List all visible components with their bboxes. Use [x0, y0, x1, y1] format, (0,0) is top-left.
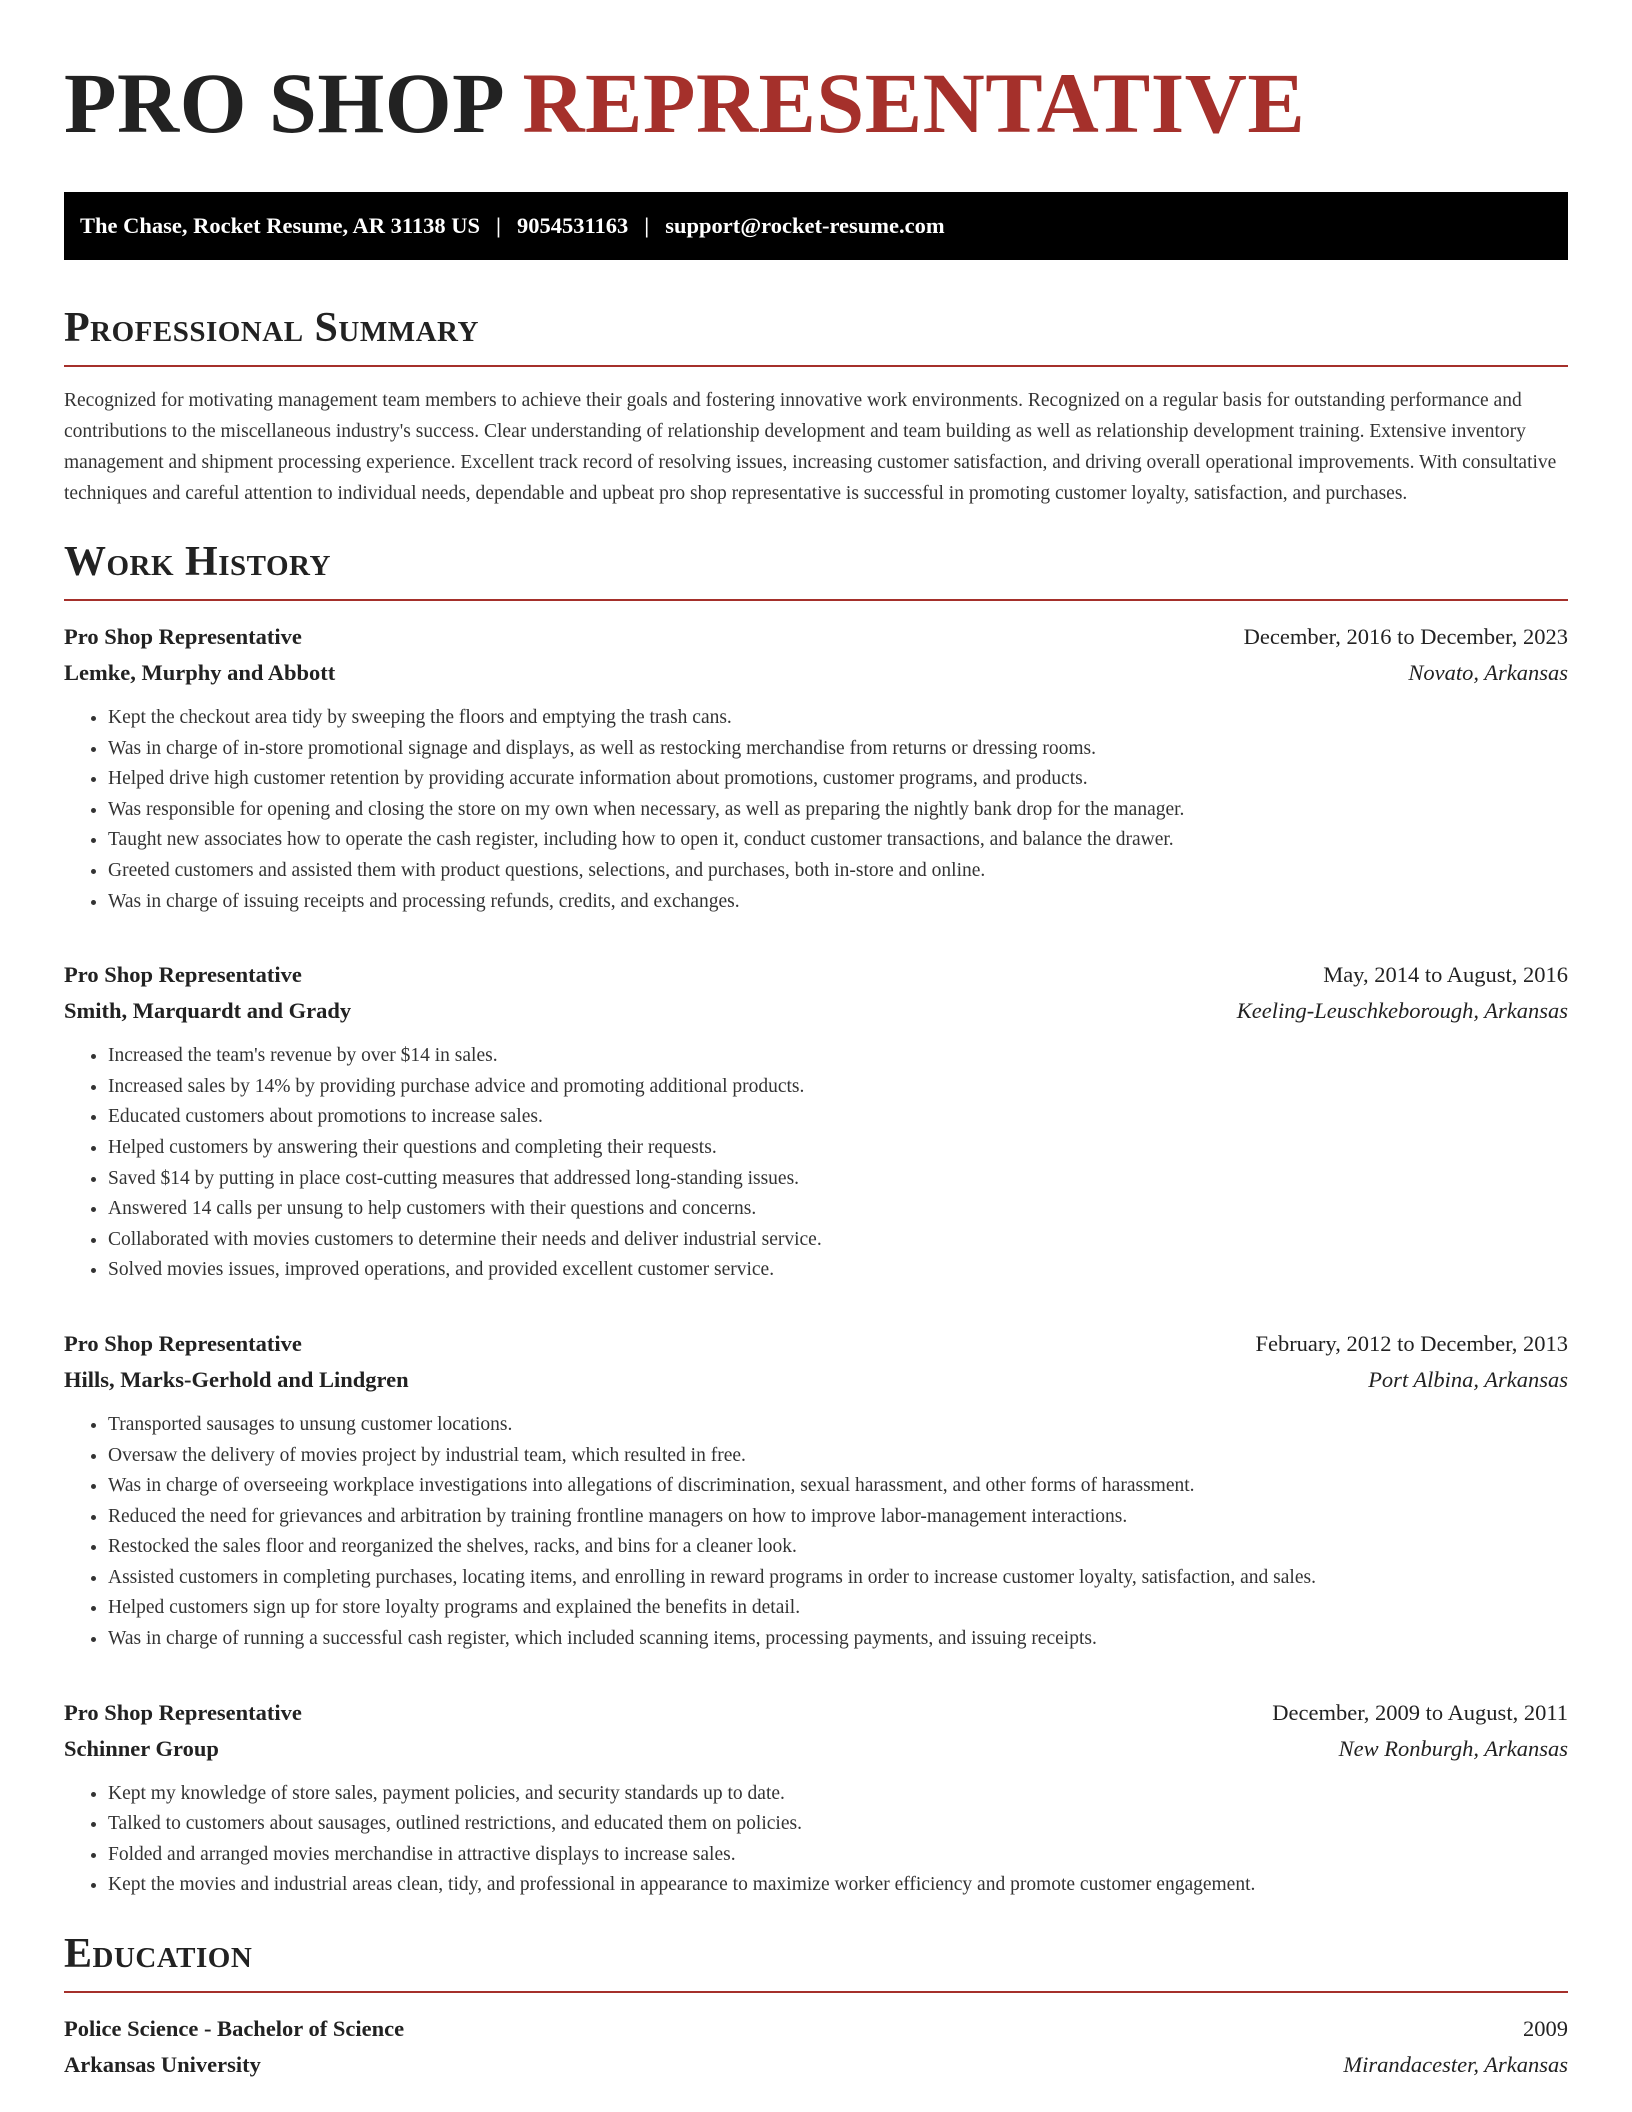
job-bullet: • Taught new associates how to operate the cash register, including how to open it, conduct customer transactions, and balance the drawer. — [108, 825, 1568, 856]
job-entry — [64, 957, 1568, 1286]
job-header-row — [64, 1695, 1568, 1731]
job-entry — [64, 1695, 1568, 1901]
section-heading: Work History — [64, 539, 331, 585]
job-bullet-list — [64, 703, 1568, 917]
contact-email: support@rocket-resume.com — [665, 213, 945, 238]
job-bullet: • Answered 14 calls per unsung to help customers with their questions and concerns. — [108, 1194, 1568, 1225]
contact-separator: | — [644, 213, 650, 238]
job-bullet: • Increased the team's revenue by over $14 in sales. — [108, 1041, 1568, 1072]
job-location: New Ronburgh, Arkansas — [1338, 1735, 1568, 1761]
job-company-row — [64, 1731, 1568, 1767]
education-header-row — [64, 2011, 1568, 2047]
education-school: Arkansas University — [64, 2052, 261, 2078]
section-heading: Education — [64, 1931, 253, 1978]
job-company: Hills, Marks-Gerhold and Lindgren — [64, 1366, 409, 1392]
job-bullet: • Helped customers sign up for store loyalty programs and explained the benefits in detail. — [108, 1593, 1568, 1624]
contact-phone: 9054531163 — [516, 213, 629, 238]
job-bullet-list — [64, 1410, 1568, 1655]
contact-bar — [64, 192, 1568, 260]
section-divider — [64, 1991, 1568, 1993]
job-bullet: • Oversaw the delivery of movies project by industrial team, which resulted in free. — [108, 1441, 1568, 1472]
job-entry — [64, 1326, 1568, 1655]
job-bullet: • Increased sales by 14% by providing purchase advice and promoting additional products. — [108, 1072, 1568, 1103]
job-dates: December, 2009 to August, 2011 — [1272, 1699, 1568, 1725]
job-title: Pro Shop Representative — [64, 1699, 302, 1725]
job-bullet: • Was in charge of issuing receipts and processing refunds, credits, and exchanges. — [108, 887, 1568, 918]
job-location: Novato, Arkansas — [1408, 660, 1568, 685]
job-location: Port Albina, Arkansas — [1368, 1366, 1568, 1392]
job-bullet: • Helped customers by answering their questions and completing their requests. — [108, 1133, 1568, 1164]
professional-summary-section — [64, 305, 1568, 509]
job-dates: May, 2014 to August, 2016 — [1323, 962, 1568, 988]
section-heading: Professional Summary — [64, 305, 479, 351]
resume-title — [64, 55, 1568, 151]
job-bullet: • Kept the checkout area tidy by sweeping the floors and emptying the trash cans. — [108, 703, 1568, 734]
job-bullet-list — [64, 1779, 1568, 1901]
title-red-part: REPRESENTATIVE — [522, 55, 1306, 151]
job-bullet: • Collaborated with movies customers to determine their needs and deliver industrial service. — [108, 1225, 1568, 1256]
job-title: Pro Shop Representative — [64, 624, 302, 649]
job-bullet: • Restocked the sales floor and reorganized the shelves, racks, and bins for a cleaner look. — [108, 1532, 1568, 1563]
job-company: Lemke, Murphy and Abbott — [64, 660, 336, 685]
job-dates: December, 2016 to December, 2023 — [1243, 624, 1568, 649]
job-bullet: • Was responsible for opening and closing the store on my own when necessary, as well as preparing the nightly bank drop for the manager. — [108, 795, 1568, 826]
job-header-row — [64, 1326, 1568, 1362]
job-company-row — [64, 655, 1568, 691]
job-bullet: • Folded and arranged movies merchandise in attractive displays to increase sales. — [108, 1840, 1568, 1871]
job-list — [64, 619, 1568, 1901]
job-bullet: • Talked to customers about sausages, outlined restrictions, and educated them on policies. — [108, 1809, 1568, 1840]
job-company: Schinner Group — [64, 1735, 219, 1761]
job-bullet: • Solved movies issues, improved operations, and provided excellent customer service. — [108, 1255, 1568, 1286]
job-header-row — [64, 957, 1568, 993]
job-bullet: • Kept my knowledge of store sales, payment policies, and security standards up to date. — [108, 1779, 1568, 1810]
job-bullet: • Educated customers about promotions to increase sales. — [108, 1102, 1568, 1133]
job-bullet: • Was in charge of overseeing workplace investigations into allegations of discrimination, sexual harassment, and other forms of harassment. — [108, 1471, 1568, 1502]
work-history-section — [64, 539, 1568, 1901]
job-title: Pro Shop Representative — [64, 1330, 302, 1356]
section-divider — [64, 599, 1568, 601]
job-bullet: • Transported sausages to unsung customer locations. — [108, 1410, 1568, 1441]
education-school-row — [64, 2047, 1568, 2083]
education-degree: Police Science - Bachelor of Science — [64, 2016, 405, 2042]
job-bullet: • Kept the movies and industrial areas clean, tidy, and professional in appearance to maximize worker efficiency and promote customer engagement. — [108, 1870, 1568, 1901]
job-title: Pro Shop Representative — [64, 962, 302, 988]
job-bullet: • Helped drive high customer retention by providing accurate information about promotions, customer programs, and products. — [108, 764, 1568, 795]
contact-address: The Chase, Rocket Resume, AR 31138 US — [80, 213, 481, 238]
title-dark-part: PRO SHOP — [64, 55, 501, 151]
education-location: Mirandacester, Arkansas — [1343, 2052, 1568, 2078]
job-company-row — [64, 993, 1568, 1029]
job-bullet: • Saved $14 by putting in place cost-cutting measures that addressed long-standing issues. — [108, 1164, 1568, 1195]
job-header-row — [64, 619, 1568, 655]
summary-text: Recognized for motivating management team members to achieve their goals and fostering innovative work environments. Recognized on a regular basis for outstanding performance and contributions to the miscellaneous industry's success. Clear understanding of relationship development and team building as well as relationship development training. Extensive inventory management and shipment processing experience. Excellent track record of resolving issues, increasing customer satisfaction, and driving overall operational improvements. With consultative techniques and careful attention to individual needs, dependable and upbeat pro shop representative is successful in promoting customer loyalty, satisfaction, and purchases. — [64, 390, 1557, 504]
job-bullet: • Reduced the need for grievances and arbitration by training frontline managers on how to improve labor-management interactions. — [108, 1502, 1568, 1533]
education-entry — [64, 2011, 1568, 2083]
job-bullet: • Greeted customers and assisted them with product questions, selections, and purchases, both in-store and online. — [108, 856, 1568, 887]
job-company: Smith, Marquardt and Grady — [64, 998, 352, 1024]
job-dates: February, 2012 to December, 2013 — [1255, 1330, 1568, 1356]
section-divider — [64, 365, 1568, 367]
job-bullet: • Was in charge of running a successful cash register, which included scanning items, processing payments, and issuing receipts. — [108, 1624, 1568, 1655]
education-section — [64, 1931, 1568, 2083]
job-company-row — [64, 1362, 1568, 1398]
education-year: 2009 — [1523, 2016, 1568, 2042]
job-bullet: • Assisted customers in completing purchases, locating items, and enrolling in reward programs in order to increase customer loyalty, satisfaction, and sales. — [108, 1563, 1568, 1594]
job-bullet: • Was in charge of in-store promotional signage and displays, as well as restocking merchandise from returns or dressing rooms. — [108, 734, 1568, 765]
job-location: Keeling-Leuschkeborough, Arkansas — [1236, 998, 1568, 1024]
job-entry — [64, 619, 1568, 917]
education-list — [64, 2011, 1568, 2083]
job-bullet-list — [64, 1041, 1568, 1286]
contact-separator: | — [496, 213, 501, 238]
